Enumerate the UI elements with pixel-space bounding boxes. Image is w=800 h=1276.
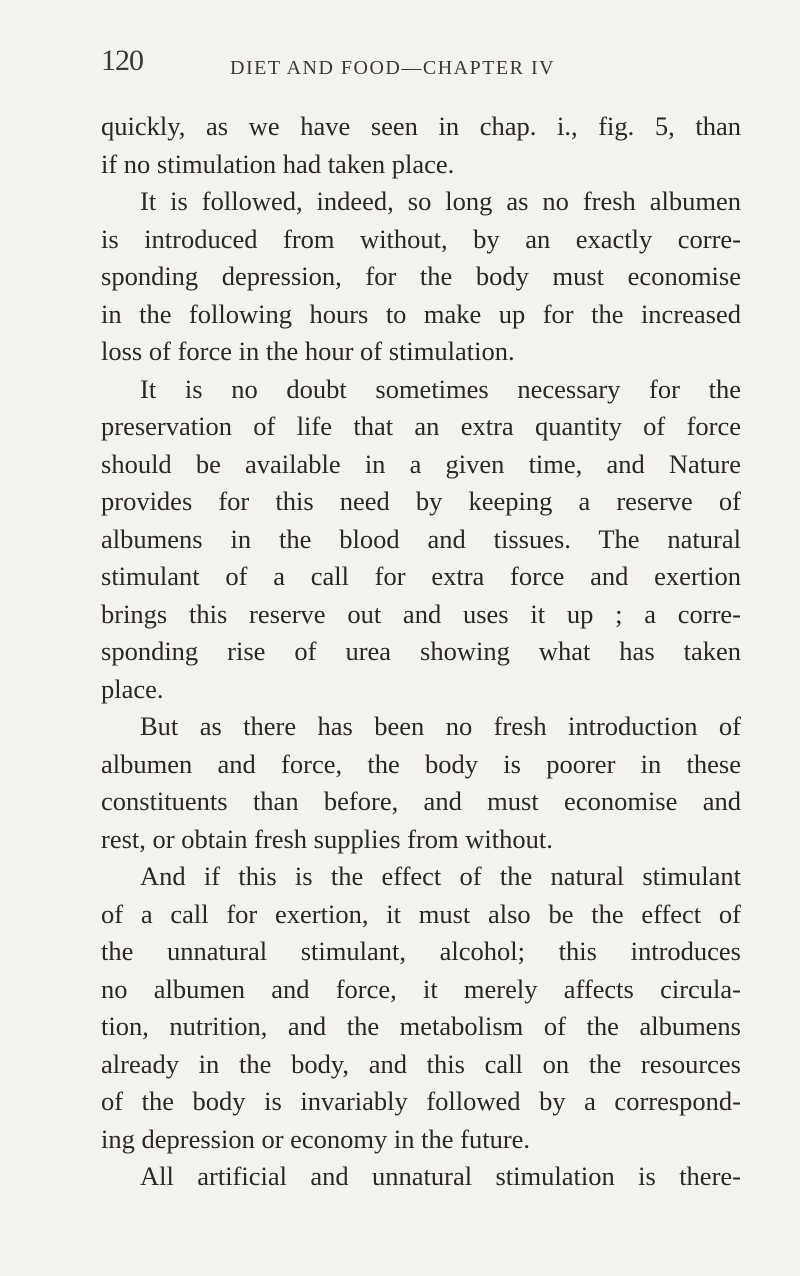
text-line: sponding rise of urea showing what has taken [101, 636, 741, 666]
text-line: stimulant of a call for extra force and exertion [101, 561, 741, 591]
text-line: already in the body, and this call on the resources [101, 1048, 741, 1079]
text-line: no albumen and force, it merely affects circula- [101, 973, 741, 1004]
text-line: preservation of life that an extra quantity of force [101, 411, 741, 441]
text-line: rest, or obtain fresh supplies from without. [101, 823, 553, 854]
text-line: the unnatural stimulant, alcohol; this introduces [101, 936, 741, 966]
text-line: albumens in the blood and tissues. The natural [101, 523, 741, 554]
text-line: loss of force in the hour of stimulation. [101, 336, 515, 366]
text-line: constituents than before, and must economise and [101, 786, 741, 816]
body-text [101, 108, 741, 1196]
text-line: in the following hours to make up for the increased [101, 298, 741, 329]
paragraph-first-line: And if this is the effect of the natural stimulant [140, 861, 741, 891]
text-line: sponding depression, for the body must economise [101, 261, 741, 291]
paragraph-first-line: All artificial and unnatural stimulation is there- [140, 1161, 741, 1191]
text-line: quickly, as we have seen in chap. i., fig. 5, than [101, 111, 741, 141]
running-title: DIET AND FOOD—CHAPTER IV [230, 57, 556, 79]
text-line: if no stimulation had taken place. [101, 148, 455, 179]
text-line: provides for this need by keeping a reserve of [101, 486, 741, 516]
paragraph-first-line: It is followed, indeed, so long as no fresh albumen [140, 186, 741, 216]
text-line: albumen and force, the body is poorer in these [101, 748, 741, 779]
text-line: ing depression or economy in the future. [101, 1123, 531, 1154]
paragraph-first-line: It is no doubt sometimes necessary for the [140, 373, 741, 404]
text-line: is introduced from without, by an exactly corre- [101, 223, 741, 254]
text-line: place. [101, 673, 164, 704]
text-line: of a call for exertion, it must also be the effect of [101, 898, 741, 929]
text-line: tion, nutrition, and the metabolism of the albumens [101, 1011, 741, 1041]
text-line: brings this reserve out and uses it up ; a corre- [101, 598, 741, 629]
paragraph-first-line: But as there has been no fresh introduction of [140, 711, 741, 741]
text-line: of the body is invariably followed by a correspond- [101, 1086, 741, 1116]
running-head [101, 44, 741, 84]
text-line: should be available in a given time, and Nature [101, 448, 741, 479]
page-number: 120 [101, 44, 143, 77]
